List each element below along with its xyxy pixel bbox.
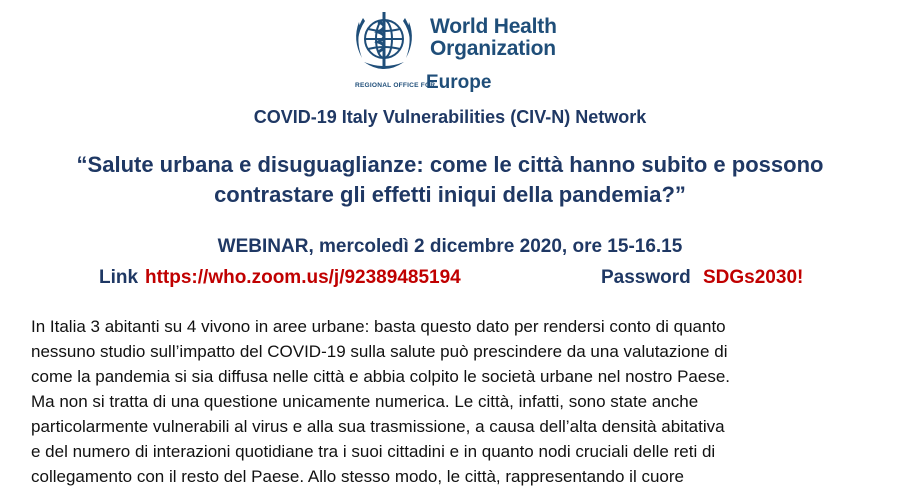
network-title: COVID-19 Italy Vulnerabilities (CIV-N) Network — [253, 107, 647, 127]
webinar-date-line: WEBINAR, mercoledì 2 dicembre 2020, ore 15-16.15 — [217, 236, 683, 257]
region-name: Europe — [426, 72, 492, 93]
paragraph-line: come la pandemia si sia diffusa nelle città e abbia colpito le società urbane nel nostro Paese. — [31, 367, 731, 386]
password-label: Password — [601, 267, 691, 288]
headline-line: contrastare gli effetti iniqui della pandemia?” — [214, 182, 686, 207]
org-name — [430, 16, 557, 60]
paragraph-line: In Italia 3 abitanti su 4 vivono in aree urbane: basta questo dato per rendersi conto di quanto — [31, 317, 726, 336]
paragraph-line: nessuno studio sull’impatto del COVID-19 sulla salute può prescindere da una valutazione di — [31, 342, 728, 361]
org-name-line2: Organization — [430, 37, 556, 60]
paragraph-line: particolarmente vulnerabili al virus e alla sua trasmissione, a causa dell’alta densità abitativa — [31, 417, 725, 436]
body-paragraph — [31, 314, 891, 489]
access-info-row — [0, 267, 900, 293]
link-label: Link — [99, 267, 139, 288]
webinar-headline — [0, 150, 900, 210]
regional-office-label: REGIONAL OFFICE FOR — [355, 82, 436, 89]
who-europe-logo — [340, 6, 580, 98]
password-value: SDGs2030! — [703, 267, 804, 288]
zoom-link[interactable]: https://who.zoom.us/j/92389485194 — [145, 267, 461, 288]
org-name-line1: World Health — [430, 15, 557, 38]
headline-line: “Salute urbana e disuguaglianze: come le città hanno subito e possono — [76, 152, 824, 177]
who-emblem-icon — [346, 6, 428, 78]
paragraph-line: Ma non si tratta di una questione unicamente numerica. Le città, infatti, sono state anche — [31, 392, 699, 411]
paragraph-line: collegamento con il resto del Paese. Allo stesso modo, le città, rappresentando il cuore — [31, 467, 684, 486]
paragraph-line: e del numero di interazioni quotidiane tra i suoi cittadini e in quanto nodi cruciali delle reti di — [31, 442, 716, 461]
